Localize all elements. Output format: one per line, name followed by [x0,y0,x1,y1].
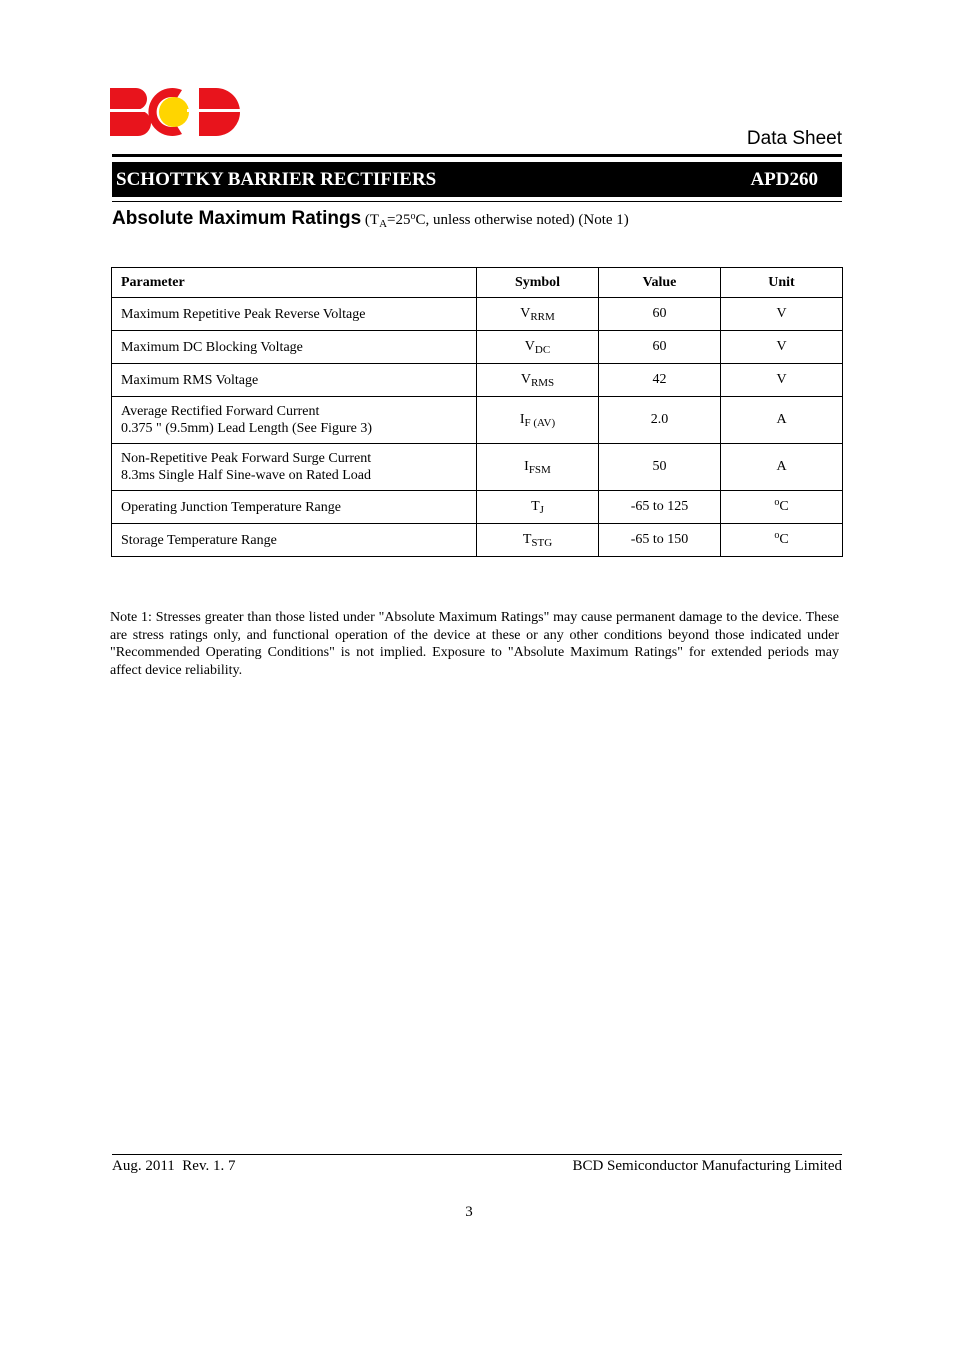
value-cell: 2.0 [599,397,721,444]
value-cell: 60 [599,331,721,364]
param-line: 0.375 " (9.5mm) Lead Length (See Figure 3) [121,421,373,436]
param-line: Storage Temperature Range [121,532,277,548]
unit-degree: o [774,530,780,541]
symbol-cell [477,331,599,364]
param-line: Non-Repetitive Peak Forward Surge Current [121,451,372,466]
value-cell: 50 [599,444,721,491]
header-rule-bottom [112,201,842,202]
product-family: SCHOTTKY BARRIER RECTIFIERS [116,168,437,190]
header-parameter: Parameter [112,268,477,298]
condition-tail: C, unless otherwise noted) (Note 1) [415,212,629,228]
param-cell [112,364,477,397]
condition-subscript: A [379,218,388,230]
symbol-letter: V [520,372,531,387]
table-row [112,444,843,491]
table-row [112,331,843,364]
symbol-cell [477,524,599,557]
param-line: Maximum RMS Voltage [121,372,259,388]
symbol-letter: V [520,306,531,321]
symbol-cell [477,364,599,397]
header-rule-top [112,154,842,157]
param-cell [112,298,477,331]
table-row [112,298,843,331]
title-bar [112,162,842,197]
symbol-subscript: FSM [528,464,551,476]
symbol-letter: T [522,532,532,547]
value-cell: -65 to 150 [599,524,721,557]
ratings-table [111,267,843,557]
header-unit: Unit [721,268,843,298]
param-cell [112,491,477,524]
condition-open: (T [361,212,380,228]
table-row [112,364,843,397]
symbol-subscript: STG [531,537,553,549]
condition-mid: =25 [387,212,411,228]
page-number: 3 [465,1204,473,1220]
param-cell [112,331,477,364]
part-number: APD260 [750,168,818,190]
param-line: Average Rectified Forward Current [121,404,320,419]
value-cell: 60 [599,298,721,331]
unit-text: C [779,532,789,547]
table-header-row [112,268,843,298]
table-row [112,397,843,444]
unit-cell [721,298,843,331]
footer-rule [112,1154,842,1155]
symbol-subscript: F (AV) [524,417,556,429]
unit-text: C [779,499,789,514]
unit-text: V [776,372,787,387]
symbol-letter: I [524,459,529,474]
header-symbol: Symbol [477,268,599,298]
unit-cell [721,364,843,397]
unit-text: V [776,306,787,321]
unit-cell [721,524,843,557]
symbol-letter: V [524,339,535,354]
symbol-subscript: RRM [530,311,555,323]
symbol-subscript: RMS [530,377,555,389]
bcd-logo [110,88,242,136]
doc-type-label: Data Sheet [746,128,842,149]
note-paragraph: Note 1: Stresses greater than those listed under "Absolute Maximum Ratings" may cause permanent damage to the device. These are stress ratings only, and functional operation of the device at these or any other conditions beyond those indicated under "Recommended Operating Conditions" is not implied. Exposure to "Absolute Maximum Ratings" for extended periods may affect device reliability. [110,610,839,678]
param-line: Maximum DC Blocking Voltage [121,339,303,355]
footer-company: BCD Semiconductor Manufacturing Limited [572,1158,842,1174]
section-title: Absolute Maximum Ratings [112,208,362,229]
table-row [112,491,843,524]
condition-degree: o [410,211,416,222]
param-cell [112,397,477,444]
unit-text: V [776,339,787,354]
symbol-cell [477,491,599,524]
value-cell: 42 [599,364,721,397]
symbol-subscript: DC [534,344,551,356]
header-value: Value [599,268,721,298]
param-cell [112,444,477,491]
symbol-cell [477,397,599,444]
unit-degree: o [774,497,780,508]
symbol-letter: T [531,499,540,514]
unit-cell [721,491,843,524]
unit-cell [721,331,843,364]
unit-cell [721,444,843,491]
unit-text: A [776,459,787,474]
symbol-letter: I [519,412,525,427]
table-row [112,524,843,557]
value-cell: -65 to 125 [599,491,721,524]
param-line: Maximum Repetitive Peak Reverse Voltage [121,306,366,322]
symbol-subscript: J [539,504,544,516]
unit-text: A [776,412,787,427]
symbol-cell [477,444,599,491]
unit-cell [721,397,843,444]
section-heading [112,208,629,230]
param-line: 8.3ms Single Half Sine-wave on Rated Load [121,468,372,483]
param-line: Operating Junction Temperature Range [121,499,341,515]
param-cell [112,524,477,557]
symbol-cell [477,298,599,331]
footer-date-revision: Aug. 2011 Rev. 1. 7 [112,1158,236,1174]
